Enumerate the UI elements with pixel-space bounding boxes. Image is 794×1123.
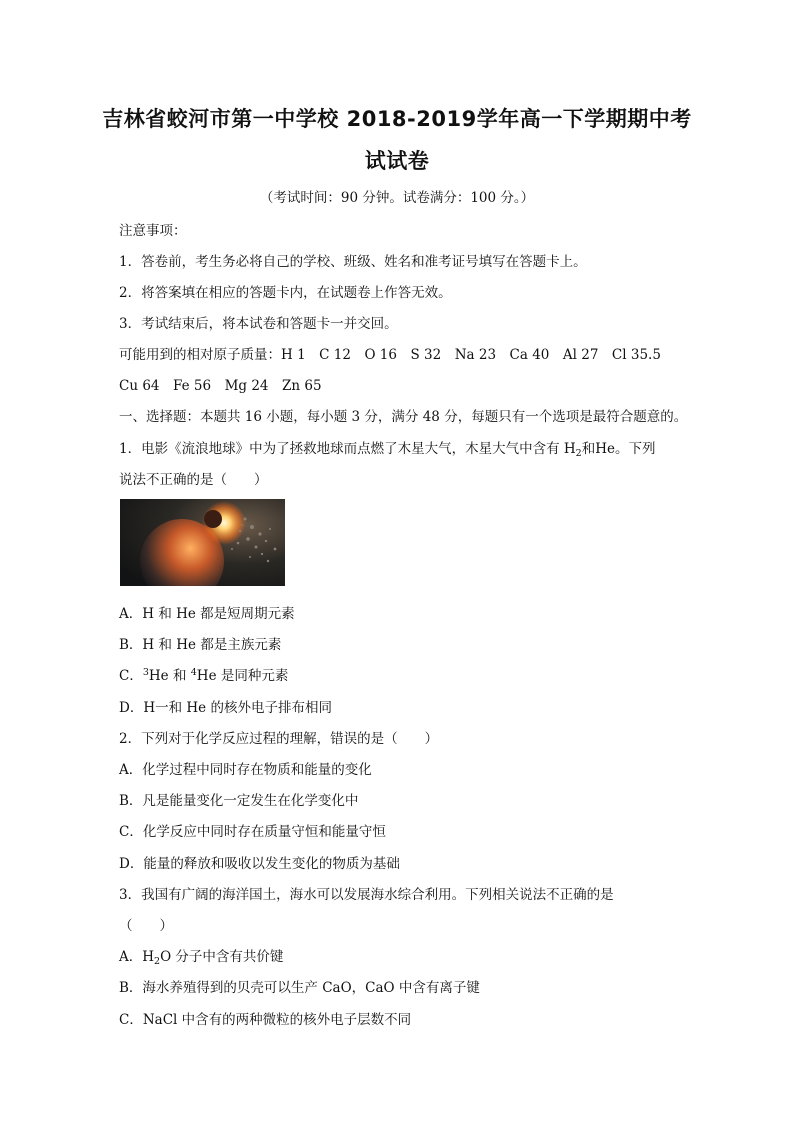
- q1-option-c-sup2: 4: [190, 667, 197, 678]
- q2-option-a: A．化学过程中同时存在物质和能量的变化: [119, 762, 372, 778]
- q3-option-a-post: O 分子中含有共价键: [160, 949, 284, 965]
- q3-option-c: C．NaCl 中含有的两种微粒的核外电子层数不同: [119, 1012, 412, 1028]
- question-3-stem: 3．我国有广阔的海洋国土，海水可以发展海水综合利用。下列相关说法不正确的是: [119, 887, 614, 903]
- planet-explosion-image: [120, 499, 285, 586]
- q1-option-a: A．H 和 He 都是短周期元素: [119, 606, 295, 622]
- q1-option-d: D．H一和 He 的核外电子排布相同: [119, 700, 332, 716]
- q1-option-b: B．H 和 He 都是主族元素: [119, 637, 282, 653]
- q2-option-b: B．凡是能量变化一定发生在化学变化中: [119, 793, 359, 809]
- q1-option-c: [119, 664, 288, 684]
- q1-stem-post: 和He。下列: [581, 441, 656, 457]
- question-1-stem-line2: 说法不正确的是（ ）: [119, 472, 268, 488]
- q1-stem-pre: 1．电影《流浪地球》中为了拯救地球而点燃了木星大气，木星大气中含有 H: [119, 441, 576, 457]
- atomic-masses-line1: 可能用到的相对原子质量：H 1 C 12 O 16 S 32 Na 23 Ca 40 Al 27 Cl 35.5: [119, 347, 661, 363]
- note-item-2: 2．将答案填在相应的答题卡内，在试题卷上作答无效。: [119, 285, 452, 301]
- exam-title-line1: 吉林省蛟河市第一中学校 2018-2019学年高一下学期期中考: [102, 107, 692, 131]
- q3-option-b: B．海水养殖得到的贝壳可以生产 CaO，CaO 中含有离子键: [119, 980, 480, 996]
- q1-option-c-post: He 是同种元素: [196, 668, 289, 684]
- note-item-1: 1．答卷前，考生务必将自己的学校、班级、姓名和准考证号填写在答题卡上。: [119, 254, 587, 270]
- q2-option-c: C．化学反应中同时存在质量守恒和能量守恒: [119, 824, 386, 840]
- q2-option-d: D．能量的释放和吸收以发生变化的物质为基础: [119, 856, 400, 872]
- note-item-3: 3．考试结束后，将本试卷和答题卡一并交回。: [119, 316, 398, 332]
- notes-heading: 注意事项：: [119, 223, 187, 239]
- atomic-masses-line2: Cu 64 Fe 56 Mg 24 Zn 65: [119, 378, 322, 394]
- q3-option-a-pre: A．H: [119, 949, 155, 965]
- q1-option-c-pre: C．: [119, 668, 143, 684]
- q3-option-a: [119, 945, 283, 967]
- q3-option-a-subscript: 2: [154, 956, 161, 967]
- question-3-stem-line2: （ ）: [119, 918, 173, 934]
- exam-title-line2: 试试卷: [364, 149, 430, 173]
- q1-option-c-sup1: 3: [142, 667, 149, 678]
- question-1-stem: [119, 437, 655, 459]
- exam-subtitle: （考试时间：90 分钟。试卷满分：100 分。）: [259, 190, 535, 206]
- section-heading: 一、选择题：本题共 16 小题，每小题 3 分，满分 48 分，每题只有一个选项是最符合题意的。: [119, 409, 688, 425]
- question-2-stem: 2．下列对于化学反应过程的理解，错误的是（ ）: [119, 731, 439, 747]
- q1-stem-subscript: 2: [575, 448, 582, 459]
- q1-option-c-mid: He 和: [148, 668, 191, 684]
